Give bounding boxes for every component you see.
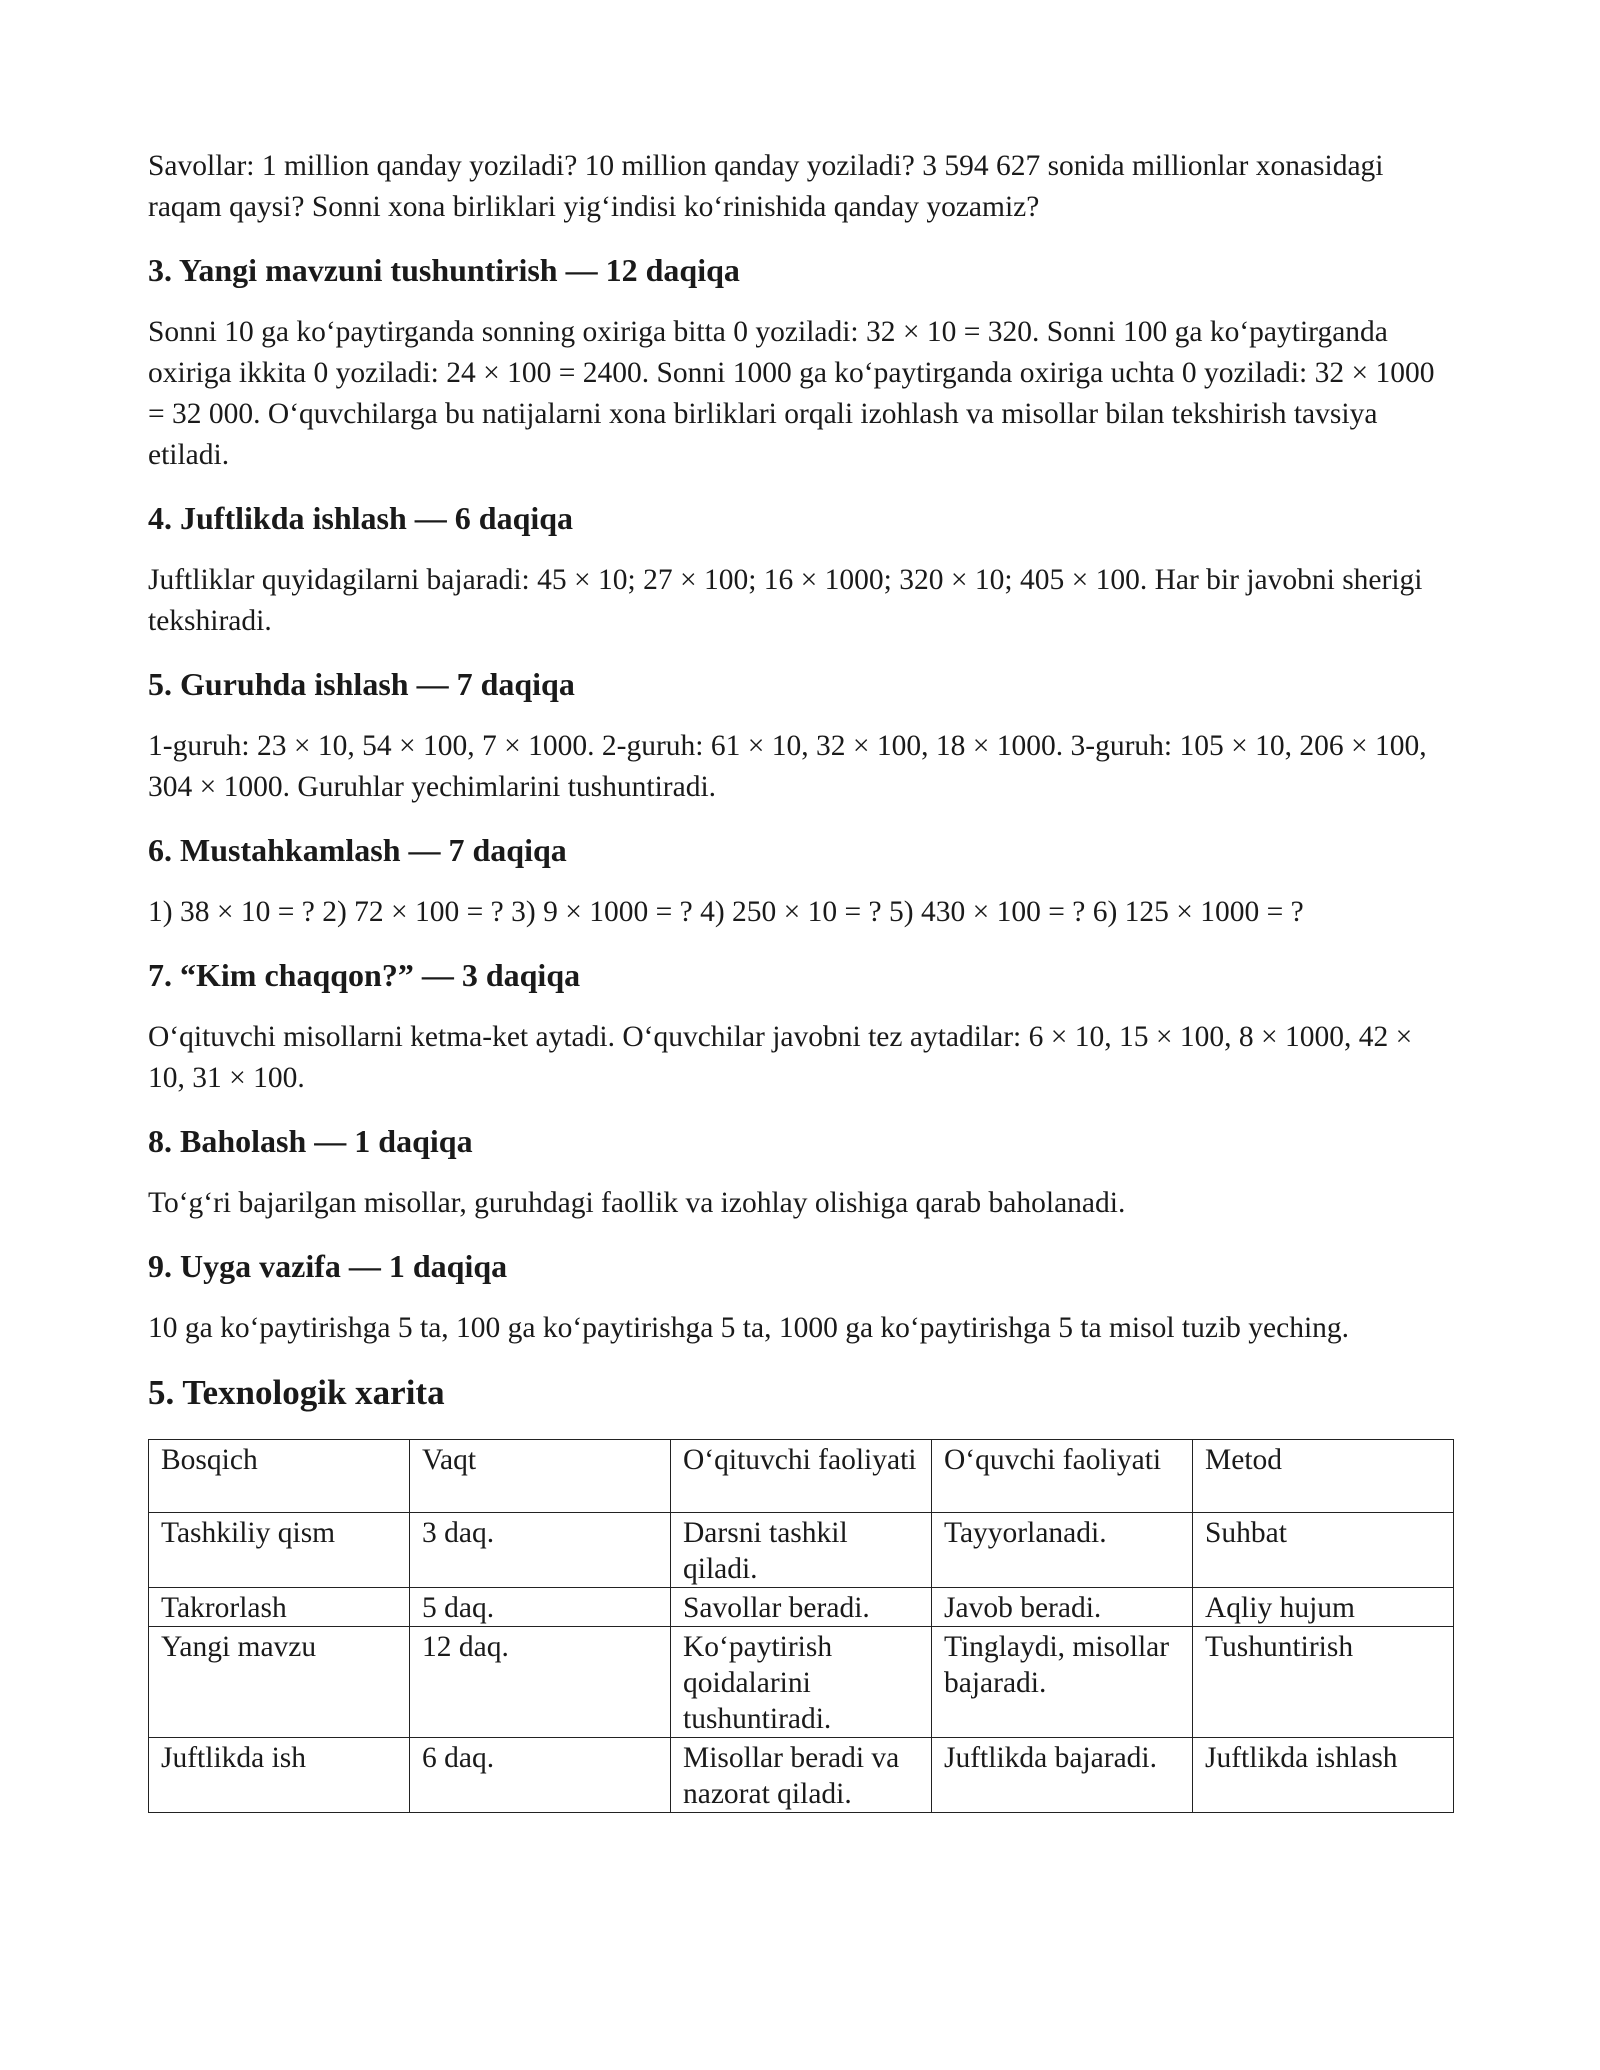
section-heading-reinforcement: 6. Mustahkamlash — 7 daqiqa	[148, 832, 567, 868]
table-cell: Savollar beradi.	[671, 1588, 932, 1627]
section-heading-quick-game: 7. “Kim chaqqon?” — 3 daqiqa	[148, 957, 581, 993]
table-header-cell: O‘quvchi faoliyati	[932, 1440, 1193, 1513]
table-cell: 3 daq.	[410, 1513, 671, 1588]
table-row	[149, 1627, 1454, 1738]
table-cell: Aqliy hujum	[1193, 1588, 1454, 1627]
table-row	[149, 1738, 1454, 1813]
table-cell: Takrorlash	[149, 1588, 410, 1627]
section-text-homework: 10 ga ko‘paytirishga 5 ta, 100 ga ko‘paytirishga 5 ta, 1000 ga ko‘paytirishga 5 ta misol tuzib yeching.	[148, 1312, 1350, 1344]
table-cell: Suhbat	[1193, 1513, 1454, 1588]
table-header-cell: Metod	[1193, 1440, 1454, 1513]
technology-map-table	[148, 1439, 1454, 1813]
table-header-cell: Vaqt	[410, 1440, 671, 1513]
table-cell: Juftlikda ishlash	[1193, 1738, 1454, 1813]
technology-map-title: 5. Texnologik xarita	[148, 1373, 445, 1412]
table-cell: Ko‘paytirish qoidalarini tushuntiradi.	[671, 1627, 932, 1738]
table-cell: Juftlikda bajaradi.	[932, 1738, 1193, 1813]
table-cell: 12 daq.	[410, 1627, 671, 1738]
table-cell: Yangi mavzu	[149, 1627, 410, 1738]
table-cell: 6 daq.	[410, 1738, 671, 1813]
table-cell: Juftlikda ish	[149, 1738, 410, 1813]
table-cell: 5 daq.	[410, 1588, 671, 1627]
table-header-row	[149, 1440, 1454, 1513]
section-text-reinforcement: 1) 38 × 10 = ? 2) 72 × 100 = ? 3) 9 × 1000 = ? 4) 250 × 10 = ? 5) 430 × 100 = ? 6) 125 × 1000 = ?	[148, 896, 1304, 928]
document-page	[148, 146, 1454, 1813]
table-row	[149, 1513, 1454, 1588]
table-cell: Darsni tashkil qiladi.	[671, 1513, 932, 1588]
section-heading-pair-work: 4. Juftlikda ishlash — 6 daqiqa	[148, 500, 574, 536]
section-heading-homework: 9. Uyga vazifa — 1 daqiqa	[148, 1248, 508, 1284]
table-cell: Tayyorlanadi.	[932, 1513, 1193, 1588]
table-cell: Javob beradi.	[932, 1588, 1193, 1627]
table-cell: Misollar beradi va nazorat qiladi.	[671, 1738, 932, 1813]
table-cell: Tinglaydi, misollar bajaradi.	[932, 1627, 1193, 1738]
table-cell: Tashkiliy qism	[149, 1513, 410, 1588]
section-heading-assessment: 8. Baholash — 1 daqiqa	[148, 1123, 473, 1159]
section-text-group-work: 1-guruh: 23 × 10, 54 × 100, 7 × 1000. 2-guruh: 61 × 10, 32 × 100, 18 × 1000. 3-guruh: 105 × 10, 206 × 100, 304 × 1000. Guruhlar yechimlarini tushuntiradi.	[148, 730, 1427, 803]
section-text-assessment: To‘g‘ri bajarilgan misollar, guruhdagi faollik va izohlay olishiga qarab baholanadi.	[148, 1187, 1126, 1219]
intro-paragraph: Savollar: 1 million qanday yoziladi? 10 million qanday yoziladi? 3 594 627 sonida millionlar xonasidagi raqam qaysi? Sonni xona birliklari yig‘indisi ko‘rinishida qanday yozamiz?	[148, 150, 1384, 223]
section-text-explanation: Sonni 10 ga ko‘paytirganda sonning oxiriga bitta 0 yoziladi: 32 × 10 = 320. Sonni 100 ga ko‘paytirganda oxiriga ikkita 0 yoziladi: 24 × 100 = 2400. Sonni 1000 ga ko‘paytirganda oxiriga uchta 0 yoziladi: 32 × 1000 = 32 000. O‘quvchilarga bu natijalarni xona birliklari orqali izohlash va misollar bilan tekshirish tavsiya etiladi.	[148, 316, 1435, 471]
section-text-pair-work: Juftliklar quyidagilarni bajaradi: 45 × 10; 27 × 100; 16 × 1000; 320 × 10; 405 × 100. Har bir javobni sherigi tekshiradi.	[148, 564, 1423, 637]
table-header-cell: Bosqich	[149, 1440, 410, 1513]
section-heading-explanation: 3. Yangi mavzuni tushuntirish — 12 daqiqa	[148, 252, 740, 288]
table-header-cell: O‘qituvchi faoliyati	[671, 1440, 932, 1513]
section-text-quick-game: O‘qituvchi misollarni ketma-ket aytadi. O‘quvchilar javobni tez aytadilar: 6 × 10, 15 × 100, 8 × 1000, 42 × 10, 31 × 100.	[148, 1021, 1413, 1094]
section-heading-group-work: 5. Guruhda ishlash — 7 daqiqa	[148, 666, 575, 702]
table-cell: Tushuntirish	[1193, 1627, 1454, 1738]
table-row	[149, 1588, 1454, 1627]
